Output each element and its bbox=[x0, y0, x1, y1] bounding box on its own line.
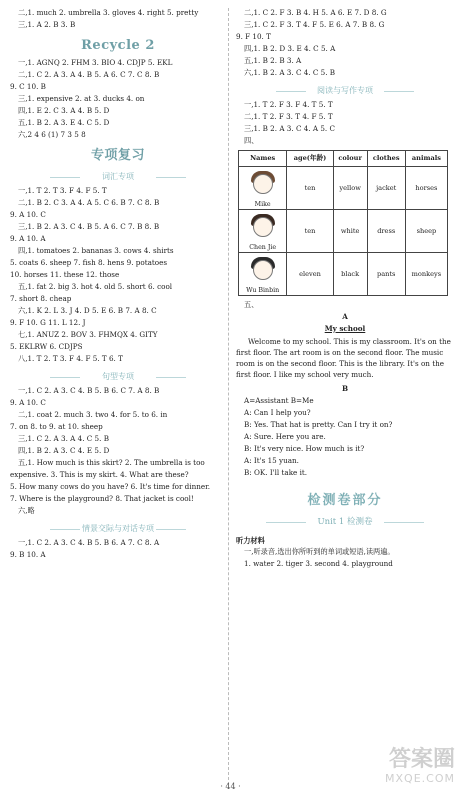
listening-label: 听力材料 bbox=[236, 535, 265, 545]
right-answers-top bbox=[236, 8, 454, 148]
essay-title: My school bbox=[324, 324, 366, 333]
answer-line: 7. on 8. to 9. at 10. sheep bbox=[10, 422, 103, 431]
portrait-name: Wu Binbin bbox=[246, 286, 280, 294]
answer-line: 五,1. B 2. A 3. E 4. C 5. D bbox=[18, 118, 110, 127]
answer-line: 三,1. expensive 2. at 3. ducks 4. on bbox=[18, 94, 145, 103]
answer-line: 七,1. ANUZ 2. BOV 3. FHMQX 4. GITY bbox=[18, 330, 158, 339]
subsection-title: 句型专项 bbox=[10, 369, 226, 385]
answer-line: 一,1. C 2. A 3. C 4. B 5. B 6. A 7. C 8. A bbox=[18, 538, 160, 547]
portrait-name: Chen Jie bbox=[249, 243, 277, 251]
table-body bbox=[239, 167, 448, 296]
essay-text: Welcome to my school. This is my classroom. It's on the first floor. The art room is on the second floor. The music room is on the second floor. This is the library. It's on the first floor. I like my school very much. bbox=[236, 337, 451, 380]
portrait-cell bbox=[239, 167, 287, 210]
answer-line: 四,1. tomatoes 2. bananas 3. cows 4. shirts bbox=[18, 246, 174, 255]
left-column bbox=[10, 8, 226, 562]
answer-line: 三,1. C 2. A 3. A 4. C 5. B bbox=[18, 434, 109, 443]
answer-line: 四,1. B 2. D 3. E 4. C 5. A bbox=[244, 44, 336, 53]
listening-answers: 1. water 2. tiger 3. second 4. playground bbox=[244, 558, 393, 568]
section-title: 专项复习 bbox=[90, 148, 145, 163]
right-column bbox=[236, 8, 454, 571]
answer-line: 9. A 10. C bbox=[10, 398, 46, 407]
answer-line: 9. A 10. C bbox=[10, 210, 46, 219]
answer-line: 五,1. B 2. B 3. A bbox=[244, 56, 302, 65]
answer-line: 9. F 10. G 11. L 12. J bbox=[10, 318, 86, 327]
portrait-illustration bbox=[246, 254, 280, 294]
watermark-sub: MXQE.COM bbox=[385, 772, 455, 785]
table-cell-age: ten bbox=[287, 167, 333, 210]
table-header-cell: age(年龄) bbox=[287, 151, 333, 167]
watermark-logo bbox=[371, 748, 455, 796]
table-cell-animals: horses bbox=[405, 167, 447, 210]
answer-line: 六,1. B 2. A 3. C 4. C 5. B bbox=[244, 68, 336, 77]
answer-line: 八,1. T 2. T 3. F 4. F 5. T 6. T bbox=[18, 354, 123, 363]
answer-line: 四,1. B 2. A 3. C 4. E 5. D bbox=[18, 446, 110, 455]
answer-line: 三,1. B 2. A 3. C 4. B 5. A 6. C 7. B 8. B bbox=[18, 222, 160, 231]
dialogue-line: A: Can I help you? bbox=[244, 407, 311, 417]
answer-line: 5. How many cows do you have? 6. It's time for dinner. bbox=[10, 482, 211, 491]
answer-line: 五,1. How much is this skirt? 2. The umbrella is too bbox=[18, 458, 205, 467]
table-cell-clothes: dress bbox=[367, 210, 405, 253]
answer-line: 一,1. AGNQ 2. FHM 3. BIO 4. CDJP 5. EKL bbox=[18, 58, 173, 67]
subsection-title: 情景交际与对话专项 bbox=[10, 521, 226, 537]
answer-line: 二,1. T 2. F 3. T 4. F 5. T bbox=[244, 112, 333, 121]
portrait-illustration bbox=[246, 211, 280, 251]
answer-line: 五,1. fat 2. big 3. hot 4. old 5. short 6. cool bbox=[18, 282, 173, 291]
portrait-cell bbox=[239, 253, 287, 296]
answer-line: 四,1. E 2. C 3. A 4. B 5. D bbox=[18, 106, 110, 115]
portrait-name: Mike bbox=[254, 200, 271, 208]
table-header-cell: clothes bbox=[367, 151, 405, 167]
answer-line: 5. coats 6. sheep 7. fish 8. hens 9. potatoes bbox=[10, 258, 168, 267]
table-cell-colour: black bbox=[333, 253, 367, 296]
portrait-illustration bbox=[246, 168, 280, 208]
answer-line: 二,1. C 2. A 3. A 4. B 5. A 6. C 7. C 8. B bbox=[18, 70, 160, 79]
dialogue-line: B: Yes. That hat is pretty. Can I try it on? bbox=[244, 419, 393, 429]
answer-line: 三,1. A 2. B 3. B bbox=[18, 20, 76, 29]
answer-line: 一,1. T 2. F 3. F 4. T 5. T bbox=[244, 100, 333, 109]
answer-line: 9. B 10. A bbox=[10, 550, 46, 559]
dialogue-line: A: Sure. Here you are. bbox=[244, 431, 326, 441]
answer-line: 四、 bbox=[244, 136, 259, 145]
unit-title: Unit 1 检测卷 bbox=[236, 514, 454, 530]
table-row bbox=[239, 210, 448, 253]
table-cell-animals: sheep bbox=[405, 210, 447, 253]
answer-line: 10. horses 11. these 12. those bbox=[10, 270, 120, 279]
answer-line: 二,1. much 2. umbrella 3. gloves 4. right 5. pretty bbox=[18, 8, 199, 17]
section-a-label: A bbox=[342, 312, 348, 321]
answer-line: 一,1. T 2. T 3. F 4. F 5. T bbox=[18, 186, 107, 195]
answer-line: 三,1. B 2. A 3. C 4. A 5. C bbox=[244, 124, 335, 133]
dialogue-line: B: OK. I'll take it. bbox=[244, 467, 308, 477]
info-table bbox=[238, 150, 448, 296]
dialogue-line: A=Assistant B=Me bbox=[244, 395, 314, 405]
table-row bbox=[239, 167, 448, 210]
answer-line: 5. EKLRW 6. CDJPS bbox=[10, 342, 83, 351]
page-number: · 44 · bbox=[220, 782, 241, 791]
column-divider bbox=[228, 8, 229, 780]
section-five-label: 五、 bbox=[244, 300, 259, 309]
table-row bbox=[239, 253, 448, 296]
table-header-cell: Names bbox=[239, 151, 287, 167]
portrait-cell bbox=[239, 210, 287, 253]
answer-line: 二,1. coat 2. much 3. two 4. for 5. to 6. in bbox=[18, 410, 168, 419]
subsection-title: 词汇专项 bbox=[10, 169, 226, 185]
table-cell-clothes: jacket bbox=[367, 167, 405, 210]
answer-line: 六,略 bbox=[18, 506, 35, 515]
table-cell-colour: white bbox=[333, 210, 367, 253]
dialogue-line: A: It's 15 yuan. bbox=[244, 455, 299, 465]
table-cell-age: eleven bbox=[287, 253, 333, 296]
section-title: Recycle 2 bbox=[81, 38, 155, 53]
answer-line: 六,1. K 2. L 3. J 4. D 5. E 6. B 7. A 8. C bbox=[18, 306, 157, 315]
table-cell-colour: yellow bbox=[333, 167, 367, 210]
answer-line: 9. A 10. A bbox=[10, 234, 46, 243]
answer-line: 六,2 4 6 (1) 7 3 5 8 bbox=[18, 130, 86, 139]
dialogue bbox=[236, 396, 454, 480]
answer-line: 9. F 10. T bbox=[236, 32, 271, 41]
table-cell-animals: monkeys bbox=[405, 253, 447, 296]
answer-line: 三,1. C 2. F 3. T 4. F 5. E 6. A 7. B 8. G bbox=[244, 20, 385, 29]
subsection-title: 阅读与写作专项 bbox=[236, 83, 454, 99]
table-cell-age: ten bbox=[287, 210, 333, 253]
table-header-cell: colour bbox=[333, 151, 367, 167]
section-b-label: B bbox=[341, 383, 349, 393]
table-header-row bbox=[239, 151, 448, 167]
answer-line: expensive. 3. This is my skirt. 4. What are these? bbox=[10, 470, 189, 479]
portrait-face bbox=[253, 174, 273, 194]
table-cell-clothes: pants bbox=[367, 253, 405, 296]
answer-line: 7. short 8. cheap bbox=[10, 294, 72, 303]
portrait-face bbox=[253, 217, 273, 237]
dialogue-line: B: It's very nice. How much is it? bbox=[244, 443, 365, 453]
test-section-title: 检测卷部分 bbox=[307, 492, 383, 508]
portrait-face bbox=[253, 260, 273, 280]
table-header-cell: animals bbox=[405, 151, 447, 167]
answer-line: 二,1. C 2. F 3. B 4. H 5. A 6. E 7. D 8. G bbox=[244, 8, 387, 17]
answer-line: 7. Where is the playground? 8. That jacket is cool! bbox=[10, 494, 194, 503]
answer-line: 二,1. B 2. C 3. A 4. A 5. C 6. B 7. C 8. B bbox=[18, 198, 160, 207]
answer-line: 一,1. C 2. A 3. C 4. B 5. B 6. C 7. A 8. B bbox=[18, 386, 160, 395]
watermark-main: 答案圈 bbox=[388, 747, 455, 772]
listening-question: 一,听录音,选出你所听到的单词或短语,读两遍。 bbox=[244, 546, 395, 556]
answer-line: 9. C 10. B bbox=[10, 82, 46, 91]
